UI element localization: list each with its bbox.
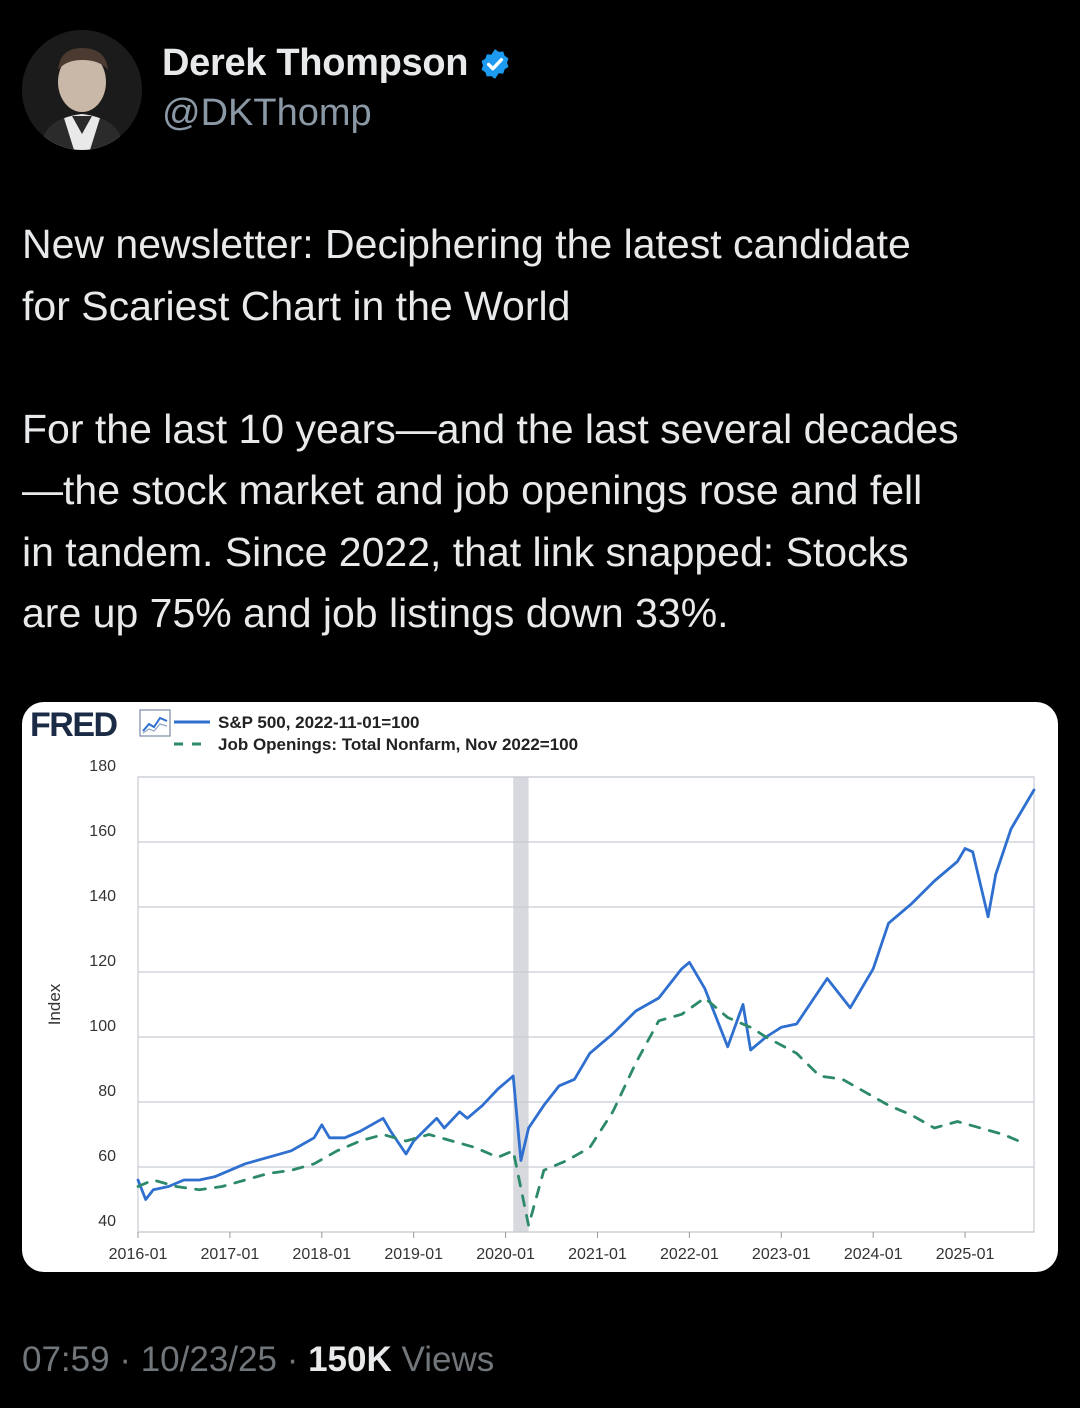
meta-separator: · bbox=[286, 1340, 299, 1379]
tweet-date[interactable]: 10/23/25 bbox=[140, 1340, 277, 1379]
line-chart-icon bbox=[140, 710, 170, 736]
tweet-meta bbox=[22, 1340, 494, 1380]
avatar[interactable] bbox=[22, 30, 142, 150]
x-tick-label: 2024-01 bbox=[843, 1246, 903, 1263]
fred-logo bbox=[30, 706, 170, 744]
verified-badge-icon[interactable] bbox=[478, 47, 512, 81]
x-tick-label: 2022-01 bbox=[660, 1246, 719, 1263]
fred-logo-text: FRED bbox=[30, 706, 117, 744]
meta-separator: · bbox=[119, 1340, 131, 1379]
fred-chart bbox=[22, 702, 1058, 1272]
x-tick-label: 2021-01 bbox=[568, 1246, 627, 1263]
y-tick-label: 140 bbox=[89, 888, 116, 905]
y-tick-label: 180 bbox=[89, 758, 116, 775]
plot-background bbox=[138, 777, 1034, 1232]
x-tick-label: 2020-01 bbox=[476, 1246, 535, 1263]
author-handle[interactable]: @DKThomp bbox=[162, 92, 372, 134]
x-tick-label: 2023-01 bbox=[751, 1246, 811, 1263]
x-tick-label: 2025-01 bbox=[935, 1246, 995, 1263]
views-count[interactable]: 150K bbox=[308, 1340, 392, 1379]
author-display-name[interactable]: Derek Thompson bbox=[162, 42, 469, 84]
x-tick-label: 2019-01 bbox=[384, 1246, 444, 1263]
tweet-header bbox=[22, 30, 1062, 150]
y-tick-label: 100 bbox=[89, 1018, 116, 1035]
x-tick-label: 2018-01 bbox=[292, 1246, 352, 1263]
y-axis-label: Index bbox=[45, 983, 64, 1026]
tweet-time[interactable]: 07:59 bbox=[22, 1340, 110, 1379]
chart-image[interactable] bbox=[22, 702, 1058, 1272]
x-tick-label: 2017-01 bbox=[200, 1246, 260, 1263]
avatar-photo-icon bbox=[22, 30, 142, 150]
y-tick-label: 160 bbox=[89, 823, 116, 840]
legend-label: S&P 500, 2022-11-01=100 bbox=[218, 713, 420, 732]
views-label: Views bbox=[401, 1340, 495, 1379]
y-tick-label: 40 bbox=[98, 1213, 116, 1230]
chart-legend bbox=[174, 713, 578, 754]
legend-label: Job Openings: Total Nonfarm, Nov 2022=100 bbox=[218, 735, 579, 754]
y-tick-label: 60 bbox=[98, 1148, 116, 1165]
x-tick-label: 2016-01 bbox=[108, 1246, 168, 1263]
chart-plot-area bbox=[45, 758, 1034, 1263]
y-tick-label: 80 bbox=[98, 1083, 116, 1100]
tweet-text: New newsletter: Deciphering the latest candidate for Scariest Chart in the World For the last 10 years—and the last several decades —the stock market and job openings rose and fell in tandem. Since 2022, that link snapped: Stocks are up 75% and job listings down 33%. bbox=[22, 221, 959, 636]
y-tick-label: 120 bbox=[89, 953, 116, 970]
